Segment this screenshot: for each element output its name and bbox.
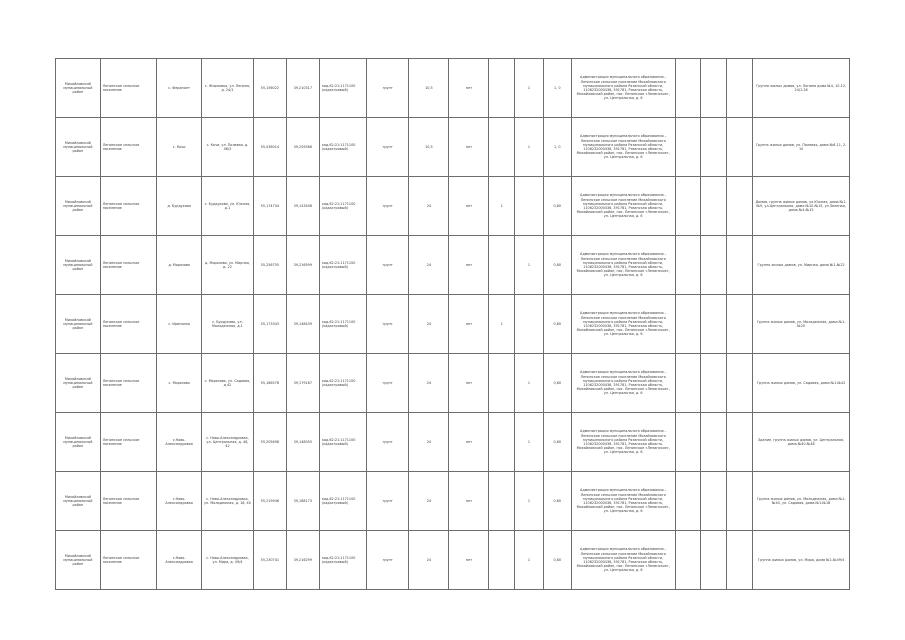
settlement-cell: Ленинское сельское поселение: [100, 472, 157, 531]
locality-cell: с. Ферапонт: [157, 59, 202, 118]
locality-cell: д. Морозово: [157, 236, 202, 295]
longitude-cell: 39,143498: [286, 177, 319, 236]
empty-cell: [701, 413, 727, 472]
owner-cell: Администрация муниципального образования – Ленинское сельское поселение Михайловского муниципального района Рязанской области, 1106232000436, 391781, Рязанская область, Михайловский район, пос. Ленинское «Ленинское», ул. Центральная, д. 6: [571, 118, 675, 177]
cadastral-cell: кад.62:21:1171100 (кадастровый): [319, 59, 366, 118]
empty-cell: [701, 59, 727, 118]
latitude-cell: 55,186578: [253, 354, 286, 413]
count-cell: 1: [489, 295, 515, 354]
count-cell: [489, 413, 515, 472]
empty-cell: [675, 177, 701, 236]
count-cell: 1: [515, 354, 543, 413]
table-row: [56, 236, 850, 295]
address-cell: с. Ново-Александровка, ул. Молодежная, д. 16, 40: [202, 472, 254, 531]
locality-cell: д. Бурдуково: [157, 177, 202, 236]
settlement-cell: Ленинское сельское поселение: [100, 354, 157, 413]
volume-cell: 0,80: [543, 413, 571, 472]
area-cell: 10,5: [409, 59, 449, 118]
longitude-cell: 39,210317: [286, 59, 319, 118]
address-cell: с. Жирновка, ул. Ленина, д. 24/1: [202, 59, 254, 118]
surface-cell: грунт: [366, 472, 408, 531]
volume-cell: 1, 0: [543, 59, 571, 118]
settlement-cell: Ленинское сельское поселение: [100, 177, 157, 236]
settlement-cell: Ленинское сельское поселение: [100, 295, 157, 354]
area-cell: 10,5: [409, 118, 449, 177]
container-cell: нет: [449, 118, 489, 177]
table-row: [56, 531, 850, 590]
owner-cell: Администрация муниципального образования – Ленинское сельское поселение Михайловского муниципального района Рязанской области, 1106232000436, 391781, Рязанская область, Михайловский район, пос. Ленинское «Ленинское», ул. Центральная, д. 6: [571, 531, 675, 590]
surface-cell: грунт: [366, 59, 408, 118]
count-cell: [489, 531, 515, 590]
empty-cell: [701, 295, 727, 354]
surface-cell: грунт: [366, 177, 408, 236]
volume-cell: 0,80: [543, 295, 571, 354]
area-cell: 24: [409, 413, 449, 472]
area-cell: 24: [409, 236, 449, 295]
count-cell: [515, 177, 543, 236]
container-cell: нет: [449, 413, 489, 472]
owner-cell: Администрация муниципального образования – Ленинское сельское поселение Михайловского муниципального района Рязанской области, 1106232000436, 391781, Рязанская область, Михайловский район, пос. Ленинское «Ленинское», ул. Центральная, д. 6: [571, 472, 675, 531]
container-cell: нет: [449, 472, 489, 531]
longitude-cell: 39,148439: [286, 295, 319, 354]
district-cell: Михайловский муниципальный район: [56, 472, 101, 531]
empty-cell: [701, 354, 727, 413]
district-cell: Михайловский муниципальный район: [56, 413, 101, 472]
locality-cell: с.Ново-Александровка: [157, 413, 202, 472]
district-cell: Михайловский муниципальный район: [56, 118, 101, 177]
table-row: [56, 354, 850, 413]
area-cell: 24: [409, 177, 449, 236]
address-cell: с. Кочи, ул. Полевая, д. 46/3: [202, 118, 254, 177]
settlement-cell: Ленинское сельское поселение: [100, 59, 157, 118]
empty-cell: [675, 236, 701, 295]
container-cell: нет: [449, 236, 489, 295]
owner-cell: Администрация муниципального образования – Ленинское сельское поселение Михайловского муниципального района Рязанской области, 1106232000436, 391781, Рязанская область, Михайловский район, пос. Ленинское «Ленинское», ул. Центральная, д. 6: [571, 236, 675, 295]
count-cell: [489, 354, 515, 413]
empty-cell: [727, 177, 753, 236]
waste-sources-cell: Группа жилых домов, ул. Полевая, дома №6-11, 2-10: [753, 118, 850, 177]
empty-cell: [727, 59, 753, 118]
container-cell: нет: [449, 354, 489, 413]
longitude-cell: 39,205566: [286, 118, 319, 177]
district-cell: Михайловский муниципальный район: [56, 295, 101, 354]
empty-cell: [701, 472, 727, 531]
table-row: [56, 472, 850, 531]
count-cell: [515, 295, 543, 354]
count-cell: [489, 236, 515, 295]
empty-cell: [675, 531, 701, 590]
district-cell: Михайловский муниципальный район: [56, 236, 101, 295]
locality-cell: с. Ирининка: [157, 295, 202, 354]
count-cell: [489, 118, 515, 177]
container-cell: нет: [449, 295, 489, 354]
settlement-cell: Ленинское сельское поселение: [100, 413, 157, 472]
longitude-cell: 39,148055: [286, 413, 319, 472]
count-cell: 1: [515, 472, 543, 531]
settlement-cell: Ленинское сельское поселение: [100, 531, 157, 590]
latitude-cell: 55,219946: [253, 472, 286, 531]
container-sites-registry-table: [55, 58, 850, 590]
empty-cell: [701, 236, 727, 295]
district-cell: Михайловский муниципальный район: [56, 531, 101, 590]
cadastral-cell: кад.62:21:1171100 (кадастровый): [319, 472, 366, 531]
table-row: [56, 177, 850, 236]
container-cell: нет: [449, 59, 489, 118]
empty-cell: [701, 531, 727, 590]
empty-cell: [727, 118, 753, 177]
surface-cell: грунт: [366, 413, 408, 472]
owner-cell: Администрация муниципального образования – Ленинское сельское поселение Михайловского муниципального района Рязанской области, 1106232000436, 391781, Рязанская область, Михайловский район, пос. Ленинское «Ленинское», ул. Центральная, д. 6: [571, 177, 675, 236]
district-cell: Михайловский муниципальный район: [56, 177, 101, 236]
settlement-cell: Ленинское сельское поселение: [100, 236, 157, 295]
empty-cell: [675, 295, 701, 354]
empty-cell: [727, 354, 753, 413]
owner-cell: Администрация муниципального образования – Ленинское сельское поселение Михайловского муниципального района Рязанской области, 1106232000436, 391781, Рязанская область, Михайловский район, пос. Ленинское «Ленинское», ул. Центральная, д. 6: [571, 295, 675, 354]
waste-sources-cell: Группа жилых домов, ул. Мира, дома №1-№49/4: [753, 531, 850, 590]
count-cell: [489, 59, 515, 118]
count-cell: 1: [515, 236, 543, 295]
waste-sources-cell: Группа жилых домов, ул. Мирная, дома №1-№22: [753, 236, 850, 295]
locality-cell: с.Ново-Александровка: [157, 472, 202, 531]
latitude-cell: 55,256755: [253, 236, 286, 295]
surface-cell: грунт: [366, 531, 408, 590]
empty-cell: [727, 472, 753, 531]
cadastral-cell: кад.62:21:1171100 (кадастровый): [319, 295, 366, 354]
longitude-cell: 39,216599: [286, 236, 319, 295]
address-cell: с. Ново-Александровка, ул. Мира, д. 49/4: [202, 531, 254, 590]
cadastral-cell: кад.62:21:1171100 (кадастровый): [319, 413, 366, 472]
container-cell: нет: [449, 177, 489, 236]
cadastral-cell: кад.62:21:1171100 (кадастровый): [319, 354, 366, 413]
count-cell: 1: [489, 177, 515, 236]
empty-cell: [675, 59, 701, 118]
table-row: [56, 59, 850, 118]
address-cell: с. Морозово, ул. Садовая, д.42: [202, 354, 254, 413]
empty-cell: [675, 118, 701, 177]
cadastral-cell: кад.62:21:1171100 (кадастровый): [319, 118, 366, 177]
waste-sources-cell: Группа жилых домов, ул. Молодежная, дома №1-№20: [753, 295, 850, 354]
empty-cell: [675, 354, 701, 413]
volume-cell: 0,80: [543, 531, 571, 590]
settlement-cell: Ленинское сельское поселение: [100, 118, 157, 177]
address-cell: с. Ново-Александровка, ул. Центральная, д. 48, 42: [202, 413, 254, 472]
locality-cell: с. Кочи: [157, 118, 202, 177]
count-cell: 1: [515, 118, 543, 177]
cadastral-cell: кад.62:21:1171100 (кадастровый): [319, 236, 366, 295]
volume-cell: 0,80: [543, 354, 571, 413]
empty-cell: [727, 295, 753, 354]
waste-sources-cell: Группа жилых домов, ул. Ленина дома №4, 10-12, 24/1-26: [753, 59, 850, 118]
table-row: [56, 118, 850, 177]
waste-sources-cell: Домов, группа жилых домов, ул.Южная, дома №1-№9, ул.Центральная, дома №10-№15, ул.Зеленая, дома №4-№15: [753, 177, 850, 236]
table-row: [56, 295, 850, 354]
area-cell: 24: [409, 295, 449, 354]
waste-sources-cell: Здание, группа жилых домов, ул. Центральная, дома №40-№48: [753, 413, 850, 472]
empty-cell: [727, 531, 753, 590]
owner-cell: Администрация муниципального образования – Ленинское сельское поселение Михайловского муниципального района Рязанской области, 1106232000436, 391781, Рязанская область, Михайловский район, пос. Ленинское «Ленинское», ул. Центральная, д. 6: [571, 413, 675, 472]
area-cell: 24: [409, 472, 449, 531]
table-row: [56, 413, 850, 472]
count-cell: 1: [515, 413, 543, 472]
longitude-cell: 39,179187: [286, 354, 319, 413]
latitude-cell: 55,173343: [253, 295, 286, 354]
container-cell: нет: [449, 531, 489, 590]
latitude-cell: 55,230741: [253, 531, 286, 590]
owner-cell: Администрация муниципального образования – Ленинское сельское поселение Михайловского муниципального района Рязанской области, 1106232000436, 391781, Рязанская область, Михайловский район, пос. Ленинское «Ленинское», ул. Центральная, д. 6: [571, 354, 675, 413]
latitude-cell: 55,036014: [253, 118, 286, 177]
locality-cell: с.Ново-Александровка: [157, 531, 202, 590]
waste-sources-cell: Группа жилых домов, ул. Молодежная, дома №1-№40, ул. Садовая, дома №1-№18: [753, 472, 850, 531]
address-cell: д. Морозово, ул. Мирная, д. 22: [202, 236, 254, 295]
volume-cell: 0,80: [543, 236, 571, 295]
empty-cell: [675, 413, 701, 472]
empty-cell: [727, 236, 753, 295]
latitude-cell: 55,205698: [253, 413, 286, 472]
cadastral-cell: кад.62:21:1171100 (кадастровый): [319, 531, 366, 590]
count-cell: 1: [515, 531, 543, 590]
volume-cell: 0,80: [543, 177, 571, 236]
latitude-cell: 55,174704: [253, 177, 286, 236]
surface-cell: грунт: [366, 295, 408, 354]
longitude-cell: 39,188173: [286, 472, 319, 531]
empty-cell: [701, 177, 727, 236]
waste-sources-cell: Группа жилых домов, ул. Садовая, дома №1-№42: [753, 354, 850, 413]
volume-cell: 0,80: [543, 472, 571, 531]
count-cell: 1: [515, 59, 543, 118]
cadastral-cell: кад.62:21:1171100 (кадастровый): [319, 177, 366, 236]
surface-cell: грунт: [366, 236, 408, 295]
volume-cell: 1, 0: [543, 118, 571, 177]
surface-cell: грунт: [366, 118, 408, 177]
empty-cell: [727, 413, 753, 472]
longitude-cell: 39,216299: [286, 531, 319, 590]
surface-cell: грунт: [366, 354, 408, 413]
registry-body: [56, 59, 850, 590]
count-cell: [489, 472, 515, 531]
address-cell: с. Бурдуково, ул. Южная, д.1: [202, 177, 254, 236]
area-cell: 24: [409, 354, 449, 413]
district-cell: Михайловский муниципальный район: [56, 354, 101, 413]
address-cell: с. Бурдуково, ул. Молодежная, д.1: [202, 295, 254, 354]
empty-cell: [675, 472, 701, 531]
latitude-cell: 55,156022: [253, 59, 286, 118]
empty-cell: [701, 118, 727, 177]
locality-cell: с. Морозово: [157, 354, 202, 413]
district-cell: Михайловский муниципальный район: [56, 59, 101, 118]
area-cell: 24: [409, 531, 449, 590]
owner-cell: Администрация муниципального образования – Ленинское сельское поселение Михайловского муниципального района Рязанской области, 1106232000436, 391781, Рязанская область, Михайловский район, пос. Ленинское «Ленинское», ул. Центральная, д. 6: [571, 59, 675, 118]
